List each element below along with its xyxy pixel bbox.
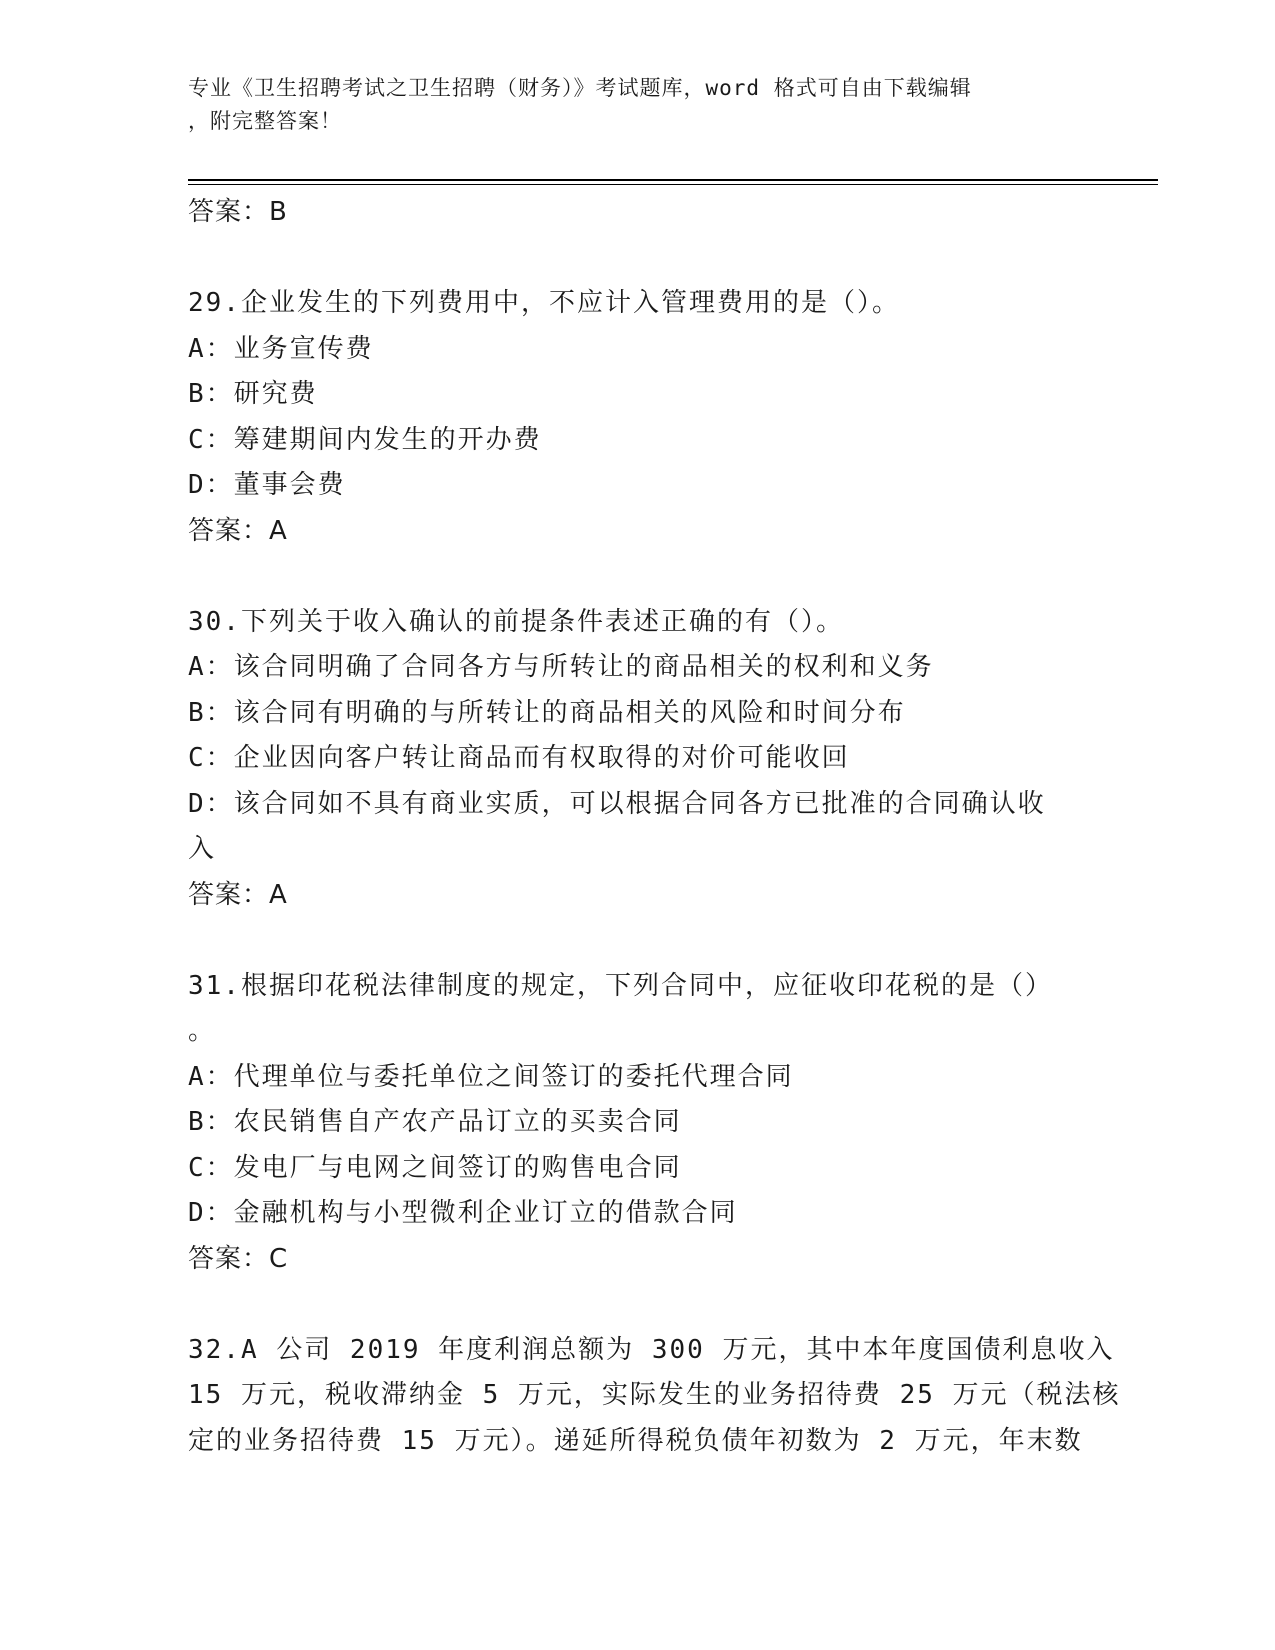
option-a: A：该合同明确了合同各方与所转让的商品相关的权利和义务 <box>188 652 934 682</box>
question-stem: 29.企业发生的下列费用中，不应计入管理费用的是（）。 <box>188 288 900 318</box>
question-stem-continued: 。 <box>188 1016 217 1046</box>
question-stem-line-1: 32.A 公司 2019 年度利润总额为 300 万元，其中本年度国债利息收入 <box>188 1334 1115 1365</box>
header-rule-thick <box>188 179 1158 181</box>
page-header <box>188 72 1088 138</box>
option-d: D：董事会费 <box>188 470 346 500</box>
option-d: D：该合同如不具有商业实质，可以根据合同各方已批准的合同确认收 <box>188 788 1046 819</box>
option-b: B：研究费 <box>188 379 318 409</box>
option-b: B：农民销售自产农产品订立的买卖合同 <box>188 1107 682 1137</box>
question-stem: 30.下列关于收入确认的前提条件表述正确的有（）。 <box>188 606 844 637</box>
spacer <box>188 1282 1088 1328</box>
answer: 答案：C <box>188 1243 289 1274</box>
answer: 答案：A <box>188 879 288 910</box>
question-stem: 31.根据印花税法律制度的规定，下列合同中，应征收印花税的是（） <box>188 970 1053 1001</box>
question-stem-line-3: 定的业务招待费 15 万元）。递延所得税负债年初数为 2 万元，年末数 <box>188 1425 1083 1456</box>
option-c: C：企业因向客户转让商品而有权取得的对价可能收回 <box>188 743 850 773</box>
spacer <box>188 554 1088 600</box>
spacer <box>188 236 1088 282</box>
header-line-1: 专业《卫生招聘考试之卫生招聘（财务）》考试题库，word 格式可自由下载编辑 <box>188 76 972 100</box>
option-d-continued: 入 <box>188 834 217 864</box>
header-rule-thin <box>188 184 1158 185</box>
question-30 <box>188 600 1088 919</box>
question-29 <box>188 281 1088 554</box>
option-c: C：发电厂与电网之间签订的购售电合同 <box>188 1152 682 1183</box>
option-a: A：代理单位与委托单位之间签订的委托代理合同 <box>188 1061 794 1092</box>
option-b: B：该合同有明确的与所转让的商品相关的风险和时间分布 <box>188 697 906 728</box>
question-31 <box>188 964 1088 1283</box>
header-line-2: ，附完整答案！ <box>188 109 342 133</box>
option-d: D：金融机构与小型微利企业订立的借款合同 <box>188 1198 738 1228</box>
document-body <box>188 190 1121 1464</box>
question-stem-line-2: 15 万元，税收滞纳金 5 万元，实际发生的业务招待费 25 万元（税法核 <box>188 1380 1121 1410</box>
answer-previous: 答案：B <box>188 197 288 227</box>
spacer <box>188 918 1088 964</box>
question-32 <box>188 1328 1121 1465</box>
answer: 答案：A <box>188 515 288 546</box>
option-a: A：业务宣传费 <box>188 333 374 364</box>
option-c: C：筹建期间内发生的开办费 <box>188 424 542 455</box>
